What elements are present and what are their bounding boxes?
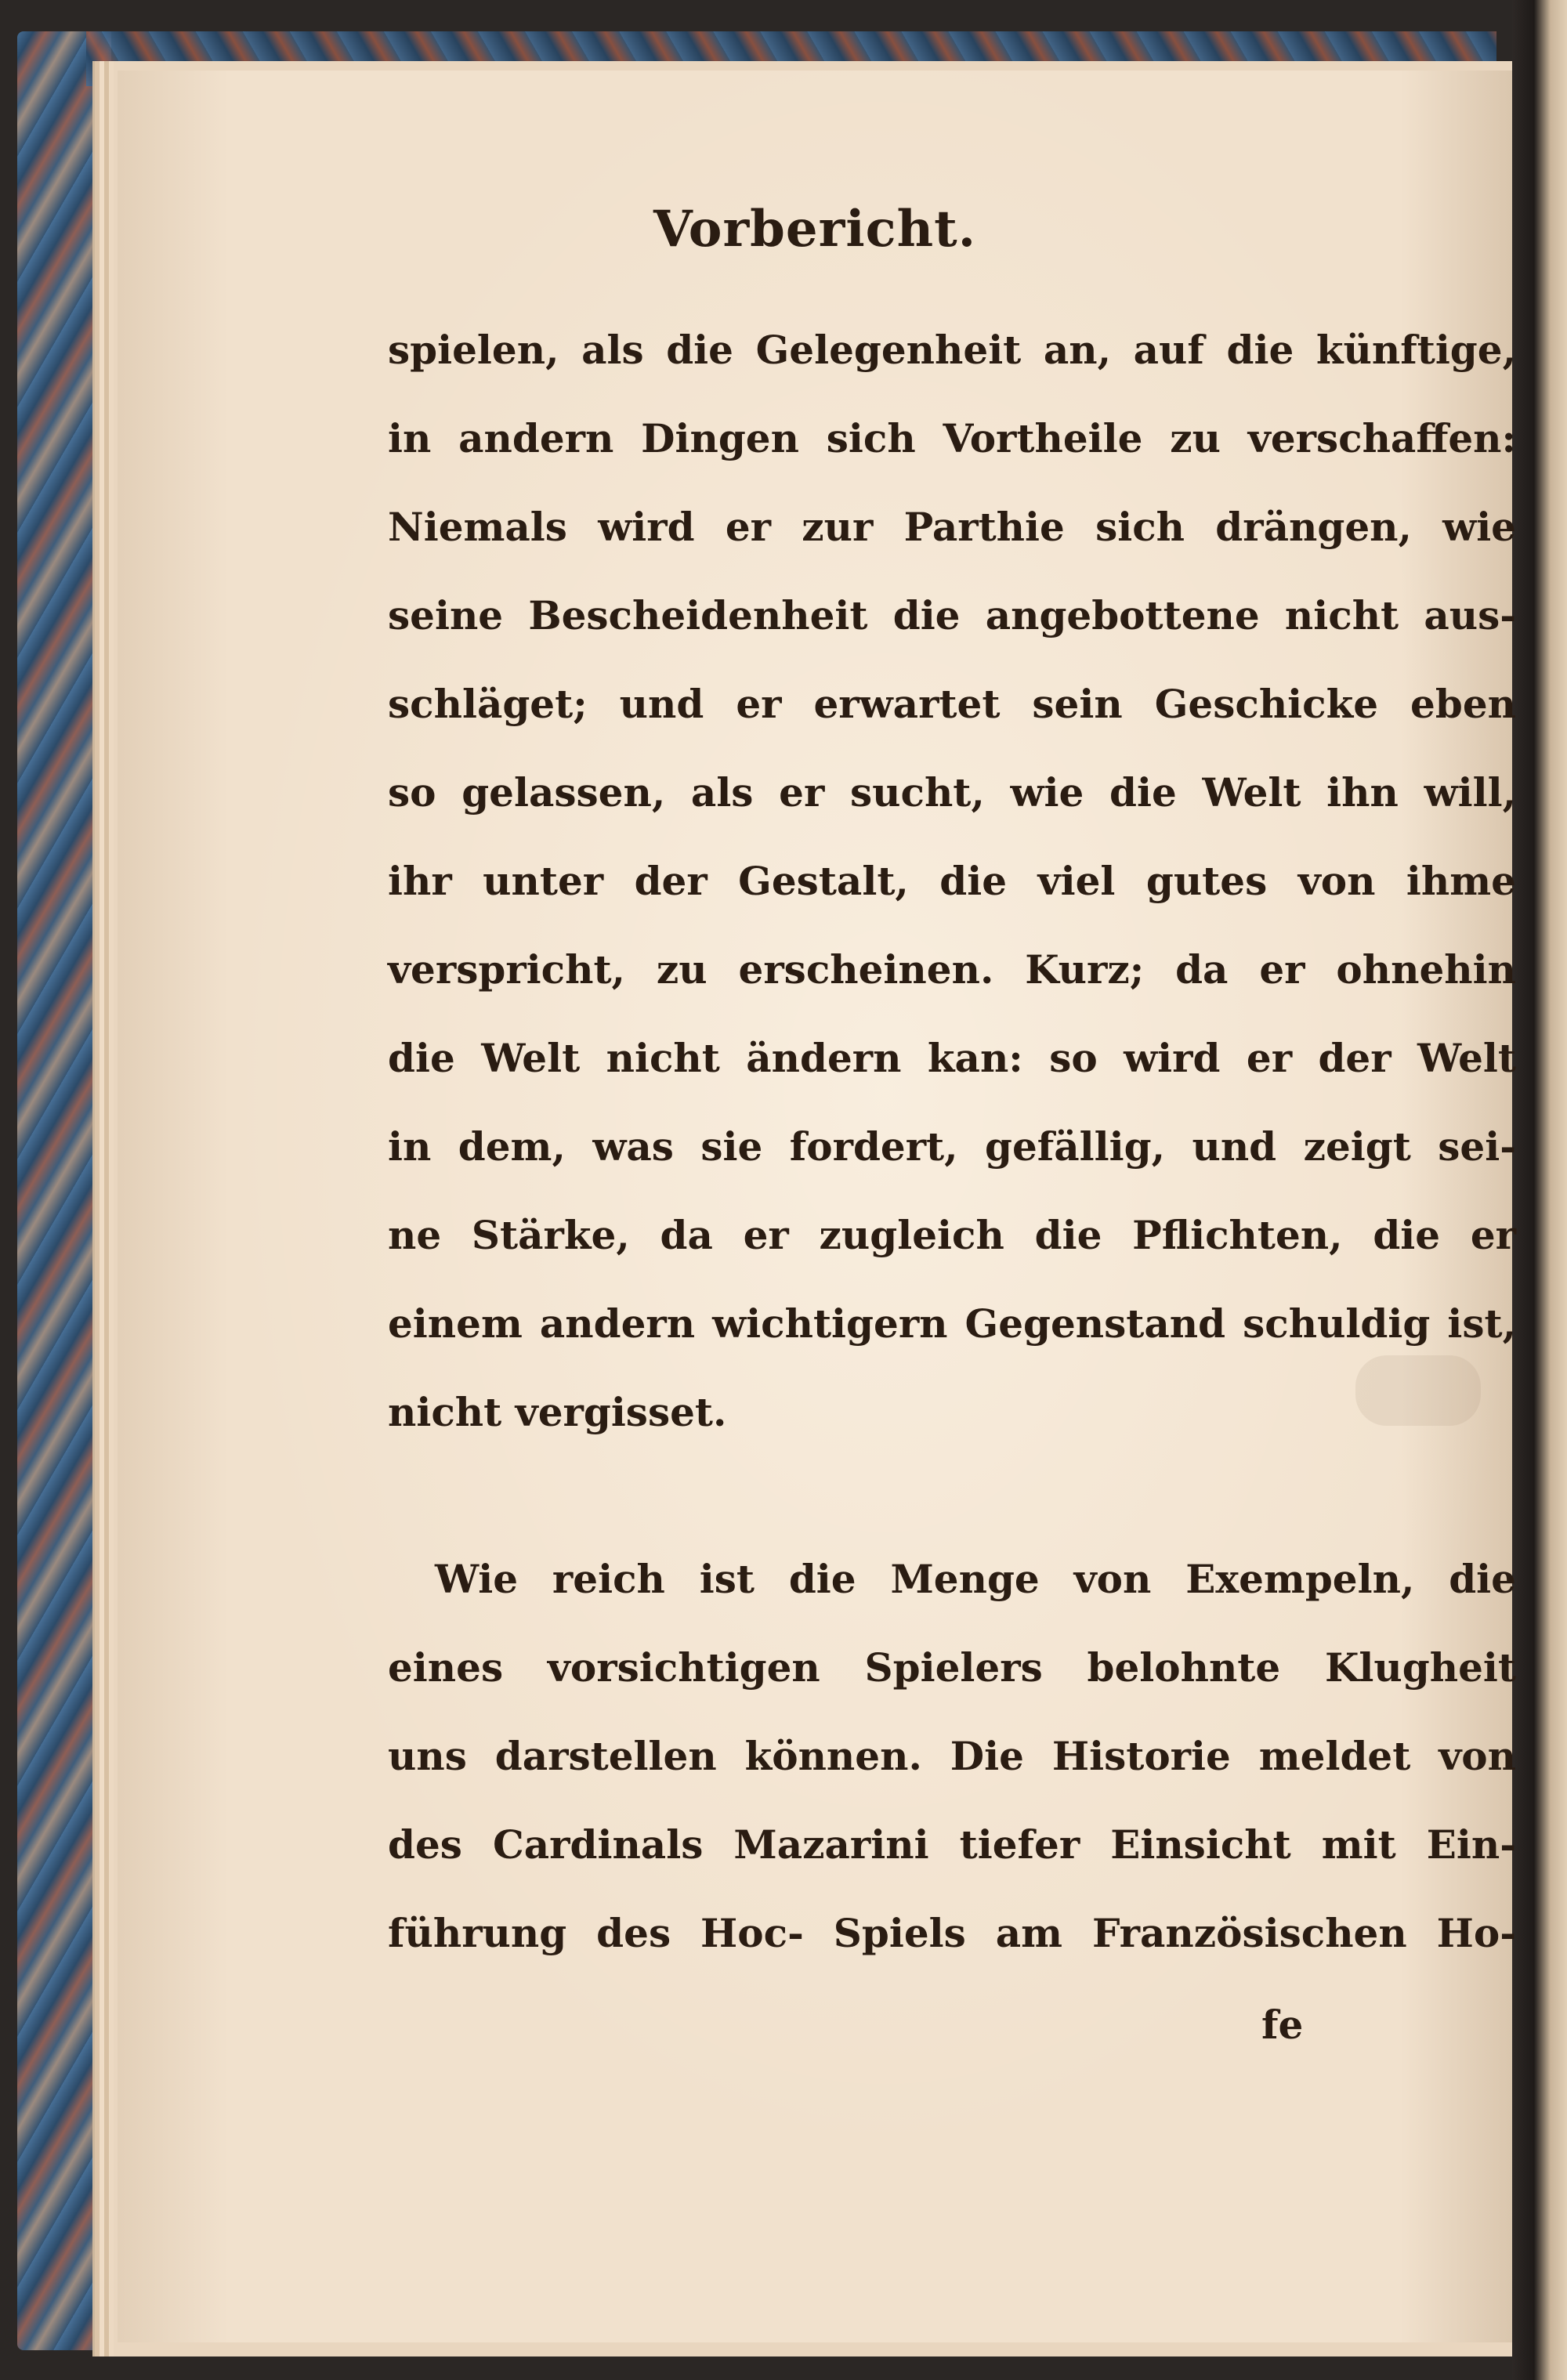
gutter-right xyxy=(1512,0,1567,2380)
book-page xyxy=(118,71,1516,2342)
running-header: Vorbericht. xyxy=(653,200,977,259)
text-line: ihr unter der Gestalt, die viel gutes von ihme xyxy=(388,858,1516,904)
text-line: spielen, als die Gelegenheit an, auf die künftige, xyxy=(388,327,1516,373)
text-line: schläget; und er erwartet sein Geschicke eben xyxy=(388,681,1516,727)
text-line: führung des Hoc- Spiels am Französischen Ho- xyxy=(388,1910,1516,1956)
text-line: die Welt nicht ändern kan: so wird er der Welt xyxy=(388,1035,1516,1081)
text-line: des Cardinals Mazarini tiefer Einsicht mit Ein- xyxy=(388,1821,1516,1868)
text-line: eines vorsichtigen Spielers belohnte Klugheit xyxy=(388,1644,1516,1691)
text-line: seine Bescheidenheit die angebottene nicht aus- xyxy=(388,592,1516,638)
paragraph-gap xyxy=(388,1456,1516,1535)
text-line: uns darstellen können. Die Historie meldet von xyxy=(388,1733,1516,1779)
text-line: Wie reich ist die Menge von Exempeln, die xyxy=(435,1556,1516,1602)
catchword: fe xyxy=(1261,2002,1304,2048)
text-line: einem andern wichtigern Gegenstand schuldig ist, xyxy=(388,1300,1516,1347)
text-line: ne Stärke, da er zugleich die Pflichten, die er xyxy=(388,1212,1516,1258)
text-line: in dem, was sie fordert, gefällig, und zeigt sei- xyxy=(388,1123,1516,1170)
text-line: Niemals wird er zur Parthie sich drängen, wie xyxy=(388,504,1516,550)
page-body xyxy=(388,306,1516,1977)
text-line: so gelassen, als er sucht, wie die Welt ihn will, xyxy=(388,769,1516,816)
text-line: in andern Dingen sich Vortheile zu verschaffen: xyxy=(388,415,1516,461)
text-line: nicht vergisset. xyxy=(388,1389,727,1435)
text-line: verspricht, zu erscheinen. Kurz; da er ohnehin xyxy=(388,946,1516,993)
